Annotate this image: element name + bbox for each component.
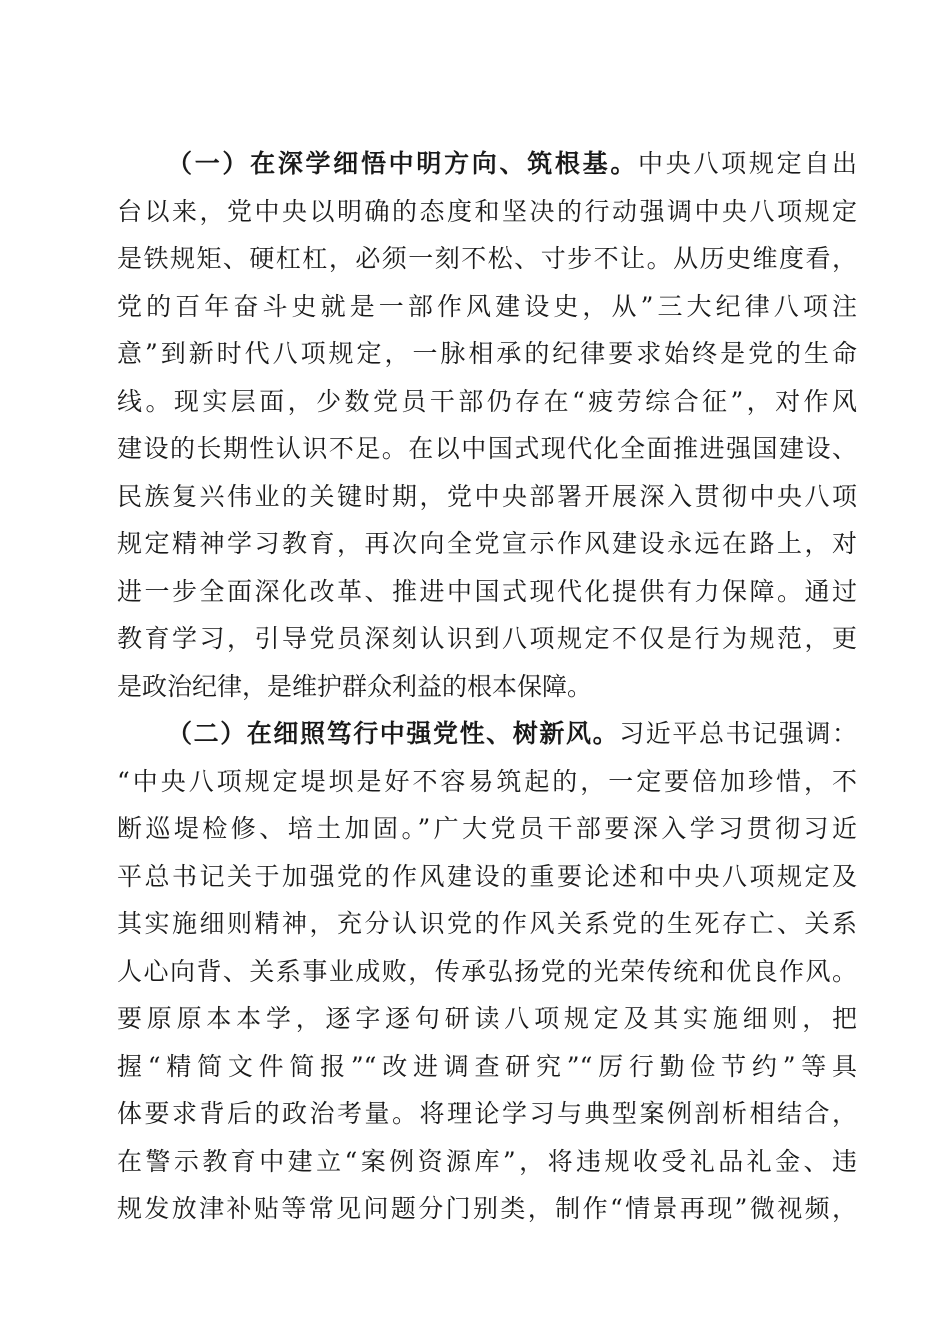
section-heading: （二）在细照笃行中强党性、树新风。 (167, 719, 620, 748)
document-body (117, 140, 857, 1233)
paragraph-line: 其实施细则精神，充分认识党的作风关系党的生死存亡、关系 (117, 909, 857, 938)
paragraph-line: 进一步全面深化改革、推进中国式现代化提供有力保障。通过 (117, 576, 857, 606)
paragraph-line: 断巡堤检修、培土加固。”广大党员干部要深入学习贯彻习近 (117, 814, 857, 843)
paragraph-line (117, 710, 857, 758)
paragraph-line: 民族复兴伟业的关键时期，党中央部署开展深入贯彻中央八项 (117, 481, 857, 511)
paragraph-line: 体要求背后的政治考量。将理论学习与典型案例剖析相结合， (117, 1099, 857, 1128)
paragraph-line: “中央八项规定堤坝是好不容易筑起的，一定要倍加珍惜，不 (117, 766, 857, 796)
paragraph-line: 人心向背、关系事业成败，传承弘扬党的光荣传统和优良作风。 (117, 956, 857, 986)
paragraph-text: 习近平总书记强调： (619, 719, 857, 748)
paragraph-line: 线。现实层面，少数党员干部仍存在“疲劳综合征”，对作风 (117, 386, 857, 416)
section-heading: （一）在深学细悟中明方向、筑根基。 (167, 149, 639, 178)
paragraph-line: 台以来，党中央以明确的态度和坚决的行动强调中央八项规定 (117, 196, 857, 226)
paragraph-line: 要原原本本学，逐字逐句研读八项规定及其实施细则，把 (117, 1004, 857, 1033)
paragraph-line: 规发放津补贴等常见问题分门别类，制作“情景再现”微视频， (117, 1194, 857, 1223)
paragraph-line (117, 140, 857, 188)
paragraph-line: 在警示教育中建立“案例资源库”，将违规收受礼品礼金、违 (117, 1146, 857, 1176)
paragraph-line: 党的百年奋斗史就是一部作风建设史，从”三大纪律八项注 (117, 291, 857, 321)
paragraph-line: 是政治纪律，是维护群众利益的根本保障。 (117, 671, 593, 701)
paragraph-line: 规定精神学习教育，再次向全党宣示作风建设永远在路上，对 (117, 529, 857, 558)
paragraph-line: 平总书记关于加强党的作风建设的重要论述和中央八项规定及 (117, 861, 857, 891)
paragraph-line: 握“精简文件简报”“改进调查研究”“厉行勤俭节约”等具 (117, 1051, 857, 1081)
paragraph-text: 中央八项规定自出 (638, 149, 857, 178)
paragraph-line: 建设的长期性认识不足。在以中国式现代化全面推进强国建设、 (117, 434, 857, 463)
paragraph-line: 教育学习，引导党员深刻认识到八项规定不仅是行为规范，更 (117, 624, 857, 653)
paragraph-line: 意”到新时代八项规定，一脉相承的纪律要求始终是党的生命 (117, 339, 857, 368)
paragraph-line: 是铁规矩、硬杠杠，必须一刻不松、寸步不让。从历史维度看， (117, 244, 857, 273)
